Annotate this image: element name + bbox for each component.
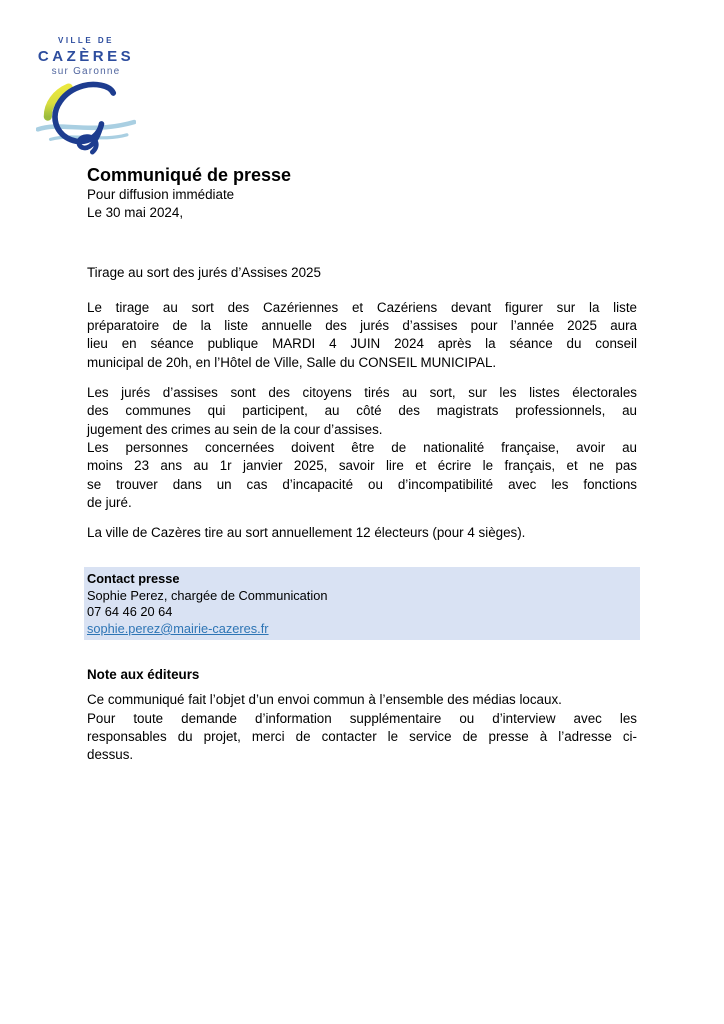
press-contact-box — [84, 567, 640, 640]
text-line: Les personnes concernées doivent être de nationalité française, avoir au — [87, 439, 637, 455]
text-line: Pour toute demande d’information supplémentaire ou d’interview avec les — [87, 710, 637, 726]
diffusion-note: Pour diffusion immédiate — [87, 187, 235, 202]
city-logo — [32, 36, 140, 155]
logo-city-prefix: VILLE DE — [57, 36, 114, 45]
paragraph — [87, 691, 637, 709]
logo-city-suffix: sur Garonne — [51, 66, 121, 77]
text-line: municipal de 20h, en l’Hôtel de Ville, Salle du CONSEIL MUNICIPAL. — [87, 354, 497, 370]
contact-heading: Contact presse — [87, 571, 180, 587]
text-line: préparatoire de la liste annuelle des jurés d’assises pour l’année 2025 aura — [87, 318, 637, 334]
text-line: responsables du projet, merci de contacter le service de presse à l’adresse ci- — [87, 728, 637, 744]
paragraph — [87, 710, 637, 765]
paragraph — [87, 524, 637, 542]
text-line: Les jurés d’assises sont des citoyens tirés au sort, sur les listes électorales — [87, 385, 637, 401]
subject-line: Tirage au sort des jurés d’Assises 2025 — [87, 264, 321, 280]
text-line: Le tirage au sort des Cazériennes et Cazériens devant figurer sur la liste — [87, 299, 637, 315]
text-line: lieu en séance publique MARDI 4 JUIN 2024 après la séance du conseil — [87, 336, 637, 352]
document-content — [87, 164, 637, 765]
text-line: La ville de Cazères tire au sort annuellement 12 électeurs (pour 4 sièges). — [87, 525, 526, 541]
text-line: dessus. — [87, 747, 134, 763]
text-line: moins 23 ans au 1r janvier 2025, savoir lire et écrire le français, et ne pas — [87, 458, 637, 474]
note-paragraphs — [87, 691, 637, 764]
text-line: de juré. — [87, 494, 132, 510]
note-heading: Note aux éditeurs — [87, 667, 200, 683]
text-line: se trouver dans un cas d’incapacité ou d’incompatibilité avec les fonctions — [87, 476, 637, 492]
logo-c-emblem-icon — [36, 81, 136, 155]
body-paragraphs — [87, 299, 637, 543]
contact-email-link[interactable]: sophie.perez@mairie-cazeres.fr — [87, 620, 269, 636]
logo-c-glyph — [55, 85, 113, 142]
contact-name-role: Sophie Perez, chargée de Communication — [87, 587, 328, 603]
date-line: Le 30 mai 2024, — [87, 205, 184, 221]
paragraph — [87, 299, 637, 372]
document-title: Communiqué de presse — [87, 165, 292, 185]
text-line: Ce communiqué fait l’objet d’un envoi commun à l’ensemble des médias locaux. — [87, 692, 562, 708]
text-line: des communes qui participent, au côté des magistrats professionnels, au — [87, 403, 637, 419]
text-line: jugement des crimes au sein de la cour d’assises. — [87, 421, 383, 437]
logo-city-name: CAZÈRES — [37, 48, 135, 65]
paragraph — [87, 384, 637, 439]
logo-wave-shape — [38, 122, 134, 129]
contact-phone: 07 64 46 20 64 — [87, 604, 173, 620]
paragraph — [87, 439, 637, 512]
